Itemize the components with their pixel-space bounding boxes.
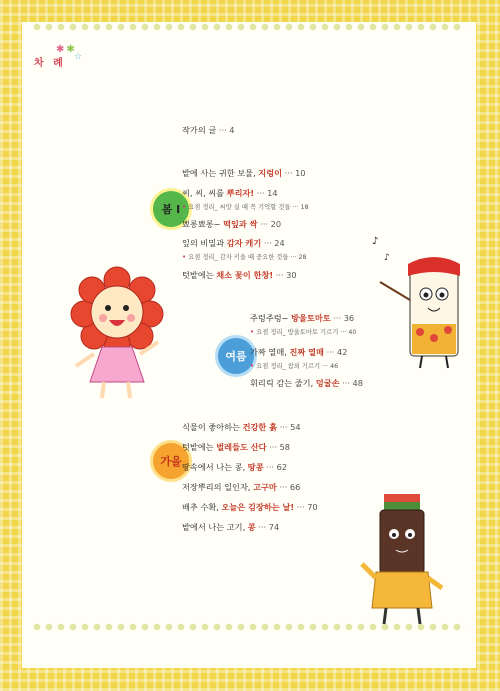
star-icons: ✱ ✱ ☆ [56,44,83,62]
page-number: 4 [229,125,235,135]
toc-entry[interactable]: 가짜 열매, 진짜 열매 ··· 42 [250,347,348,357]
toc-entry[interactable]: 뾰롱뾰롱~ 떡잎과 싹 ··· 20 [182,219,282,229]
chocolate-character-illustration [358,488,448,628]
toc-entry[interactable]: 밭에 사는 귀한 보물, 지렁이 ··· 10 [182,168,306,178]
toc-entry[interactable]: 밭에서 나는 고기, 콩 ··· 74 [182,522,280,532]
season-badge-spring: 봄 I [150,188,192,230]
toc-subentry[interactable]: • 요점 정리_ 방울토마토 기르기 ··· 40 [250,328,357,336]
toc-entry[interactable]: 배추 수확, 오늘은 김장하는 날! ··· 70 [182,502,318,512]
toc-entry[interactable]: 땅속에서 나는 콩, 땅콩 ··· 62 [182,462,288,472]
lace-border-top [32,22,466,32]
toc-entry[interactable]: 주렁주렁~ 방울토마토 ··· 36 [250,313,355,323]
toc-subentry[interactable]: • 요점 정리_ 감자 키울 때 중요한 것들 ··· 28 [182,253,307,261]
toc-entry-intro[interactable]: 작가의 글 ··· 4 [182,125,235,135]
season-badge-autumn: 가을 [150,440,192,482]
svg-text:♪: ♪ [372,236,379,247]
flower-character-illustration [62,262,172,402]
svg-text:♪: ♪ [384,253,390,263]
toc-page [22,22,476,668]
toc-subentry[interactable]: • 요점 정리_ 참외 기르기 ··· 46 [250,362,339,370]
toc-entry[interactable]: 텃밭에는 벌레들도 산다 ··· 58 [182,442,291,452]
toc-entry[interactable]: 잎의 비밀과 감자 캐기 ··· 24 [182,238,285,248]
toc-entry[interactable]: 텃밭에는 채소 꽃이 한창! ··· 30 [182,270,297,280]
toc-entry[interactable]: 휘리릭 감는 줄기, 덩굴손 ··· 48 [250,378,363,388]
page-title: 차 례 [34,58,66,69]
entry-label: 작가의 글 [182,125,217,135]
toc-entry[interactable]: 식물이 좋아하는 건강한 흙 ··· 54 [182,422,301,432]
cake-character-illustration [370,230,474,370]
toc-entry[interactable]: 씨, 씨, 씨를 뿌리자! ··· 14 [182,188,278,198]
toc-subentry[interactable]: • 요점 정리_ 씨앗 실 때 꼭 기억할 것들 ··· 18 [182,203,309,211]
season-badge-summer: 여름 [215,335,257,377]
toc-entry[interactable]: 저장뿌리의 일인자, 고구마 ··· 66 [182,482,301,492]
